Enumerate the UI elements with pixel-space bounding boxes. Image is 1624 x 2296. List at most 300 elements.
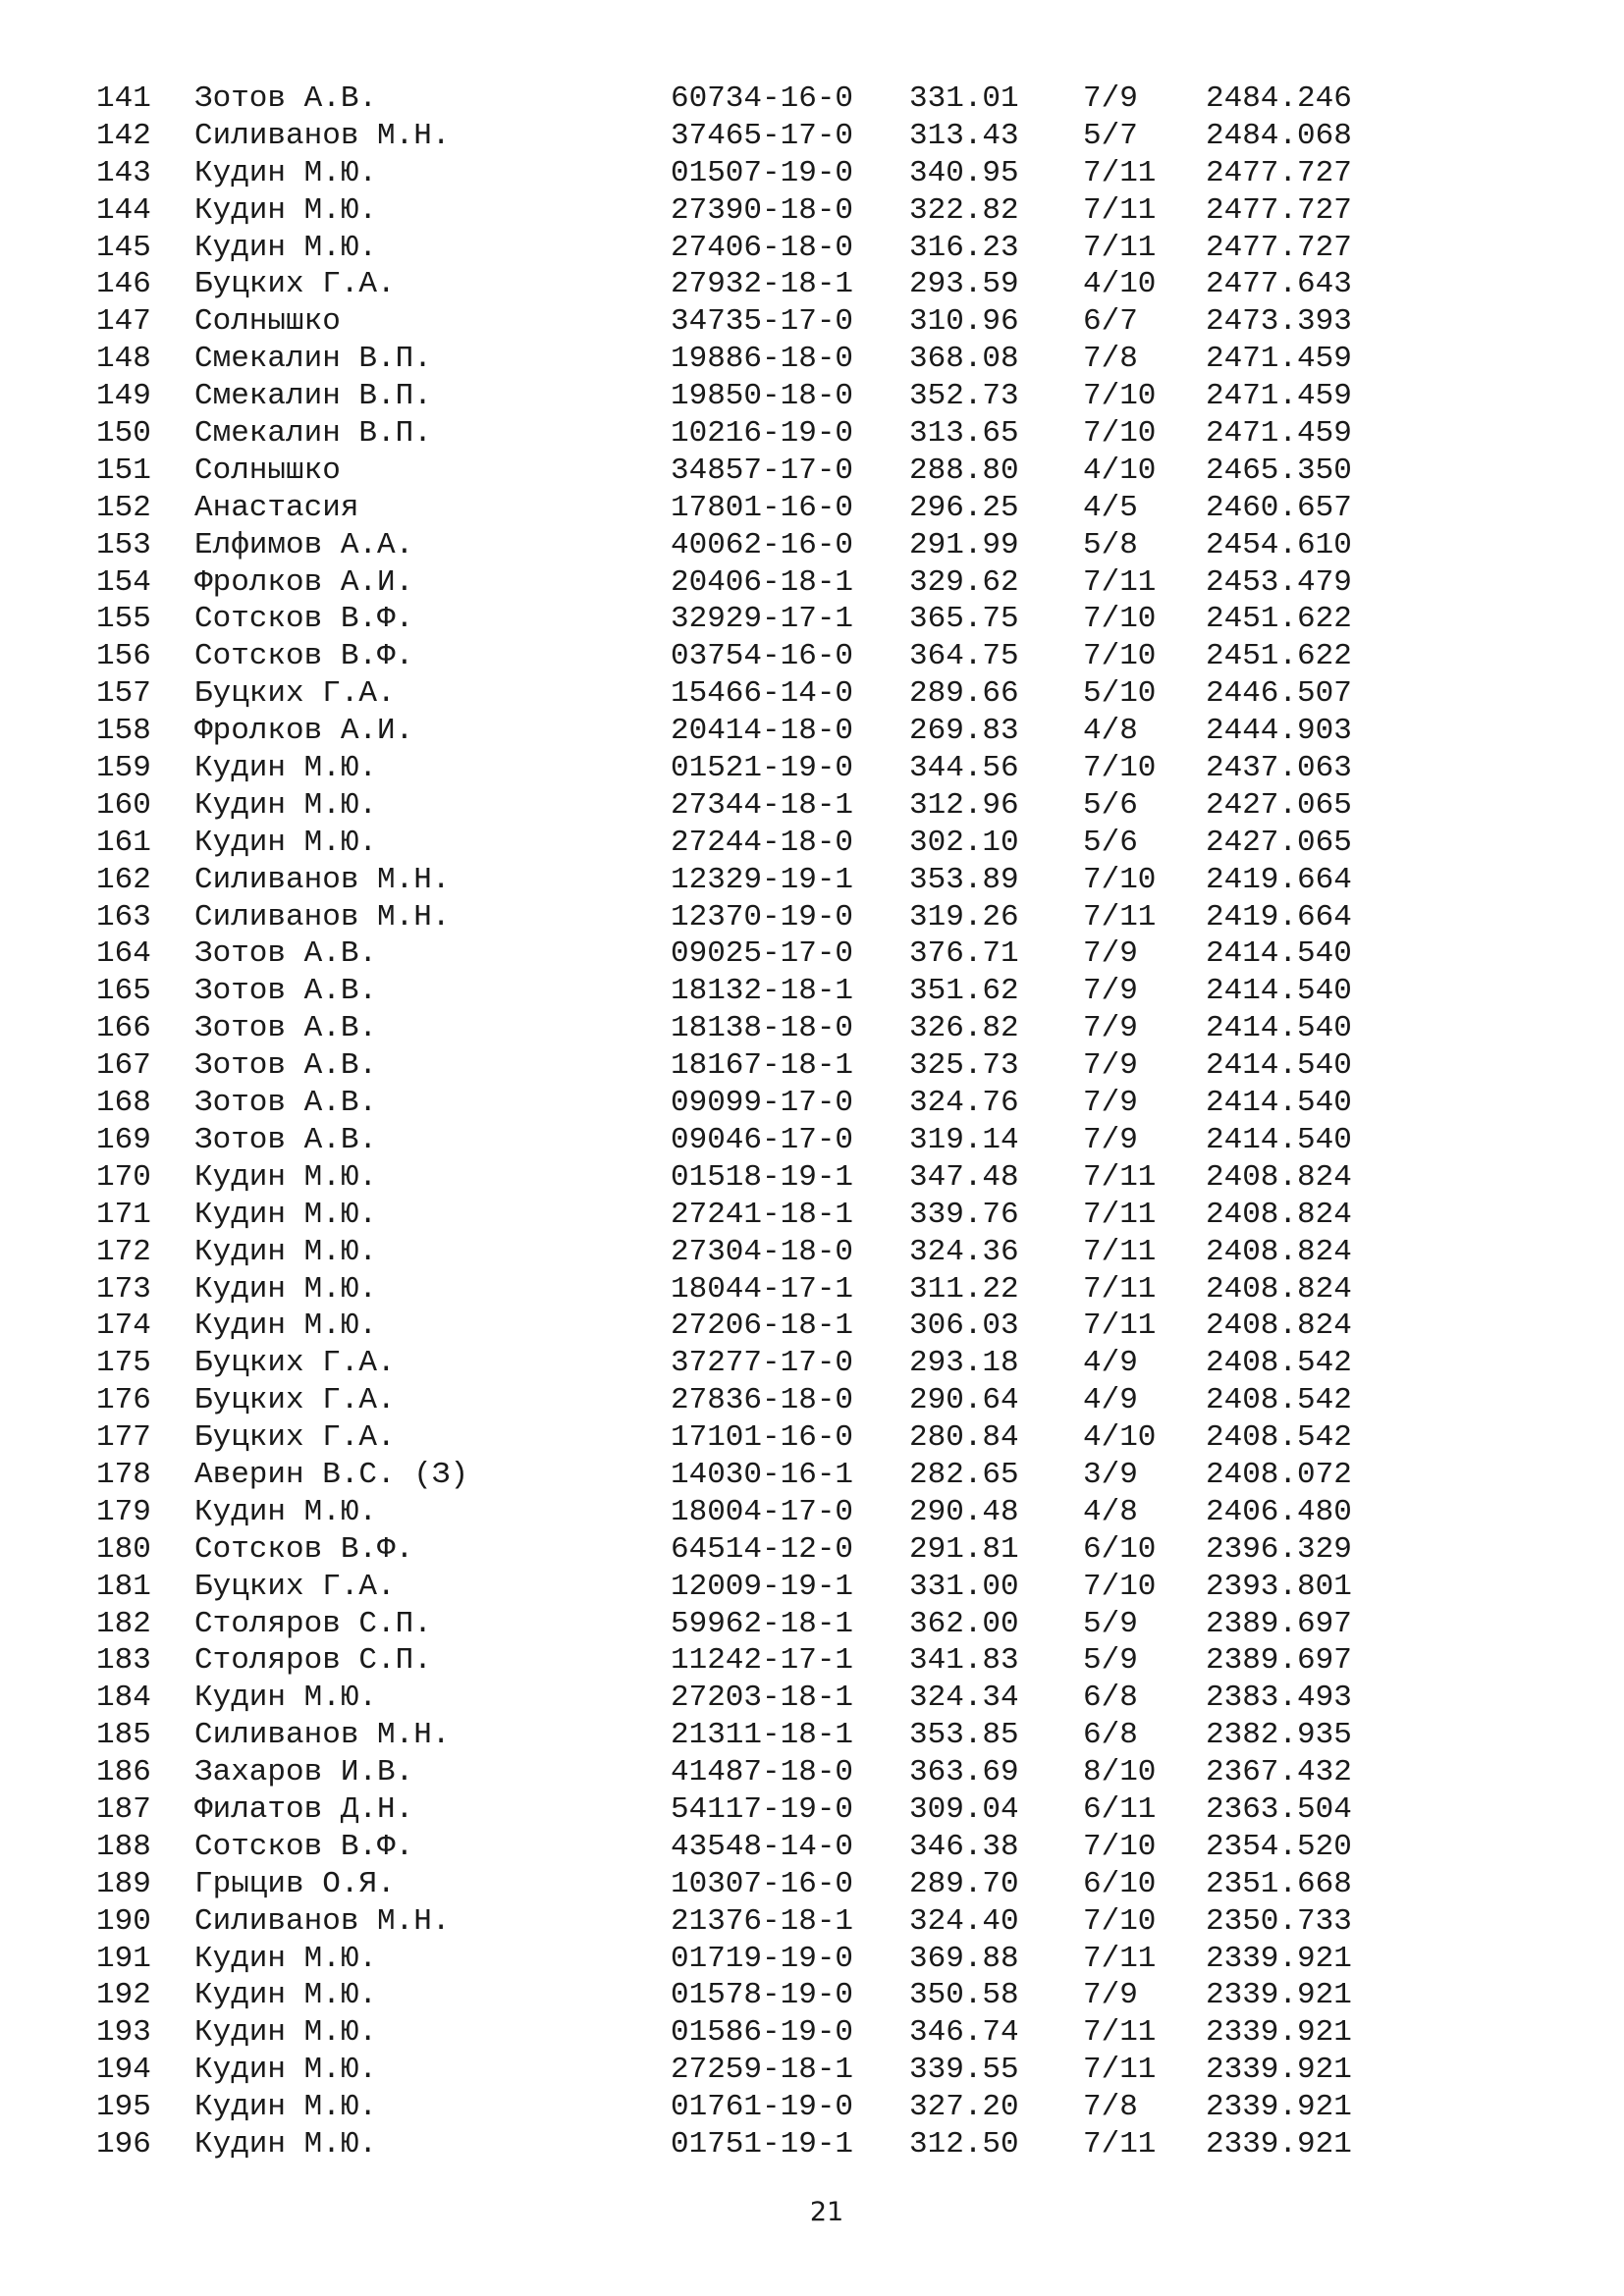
ring-id-cell: 01507-19-0 <box>671 155 854 190</box>
ring-id-cell: 27259-18-1 <box>671 2053 854 2088</box>
value-cell: 291.99 <box>909 527 1019 562</box>
ring-id-cell: 18138-18-0 <box>671 1011 854 1046</box>
score-cell: 2446.507 <box>1206 676 1352 712</box>
owner-name-cell: Сотсков В.Ф. <box>194 1829 414 1864</box>
table-row <box>0 638 1624 675</box>
ring-id-cell: 59962-18-1 <box>671 1606 854 1641</box>
ratio-cell: 7/11 <box>1083 155 1157 190</box>
value-cell: 325.73 <box>909 1048 1019 1084</box>
owner-name-cell: Кудин М.Ю. <box>194 1978 378 2013</box>
row-number-cell: 185 <box>96 1718 151 1753</box>
table-row <box>0 1941 1624 1978</box>
table-row <box>0 1754 1624 1791</box>
value-cell: 324.36 <box>909 1234 1019 1269</box>
owner-name-cell: Кудин М.Ю. <box>194 1197 378 1232</box>
row-number-cell: 177 <box>96 1420 151 1456</box>
ring-id-cell: 17801-16-0 <box>671 490 854 525</box>
value-cell: 290.64 <box>909 1383 1019 1418</box>
value-cell: 311.22 <box>909 1271 1019 1307</box>
score-cell: 2339.921 <box>1206 1941 1352 1976</box>
score-cell: 2484.246 <box>1206 81 1352 116</box>
value-cell: 296.25 <box>909 490 1019 525</box>
ring-id-cell: 27304-18-0 <box>671 1234 854 1269</box>
ratio-cell: 5/9 <box>1083 1643 1138 1679</box>
score-cell: 2351.668 <box>1206 1866 1352 1901</box>
value-cell: 293.59 <box>909 267 1019 302</box>
value-cell: 313.65 <box>909 416 1019 452</box>
value-cell: 362.00 <box>909 1606 1019 1641</box>
ring-id-cell: 54117-19-0 <box>671 1791 854 1827</box>
value-cell: 291.81 <box>909 1531 1019 1567</box>
score-cell: 2408.824 <box>1206 1197 1352 1232</box>
row-number-cell: 189 <box>96 1866 151 1901</box>
table-row <box>0 1457 1624 1494</box>
ratio-cell: 7/11 <box>1083 1941 1157 1976</box>
row-number-cell: 176 <box>96 1383 151 1418</box>
score-cell: 2471.459 <box>1206 379 1352 414</box>
ratio-cell: 5/10 <box>1083 676 1157 712</box>
value-cell: 331.01 <box>909 81 1019 116</box>
row-number-cell: 162 <box>96 862 151 897</box>
owner-name-cell: Зотов А.В. <box>194 974 378 1009</box>
ring-id-cell: 32929-17-1 <box>671 602 854 637</box>
row-number-cell: 191 <box>96 1941 151 1976</box>
table-row <box>0 1085 1624 1122</box>
value-cell: 316.23 <box>909 230 1019 265</box>
table-row <box>0 1494 1624 1531</box>
owner-name-cell: Кудин М.Ю. <box>194 787 378 823</box>
score-cell: 2414.540 <box>1206 936 1352 972</box>
ring-id-cell: 41487-18-0 <box>671 1755 854 1790</box>
owner-name-cell: Силиванов М.Н. <box>194 1903 451 1939</box>
value-cell: 312.50 <box>909 2126 1019 2162</box>
ratio-cell: 7/11 <box>1083 2126 1157 2162</box>
ratio-cell: 3/9 <box>1083 1457 1138 1492</box>
row-number-cell: 156 <box>96 639 151 674</box>
row-number-cell: 186 <box>96 1755 151 1790</box>
value-cell: 326.82 <box>909 1011 1019 1046</box>
score-cell: 2444.903 <box>1206 714 1352 749</box>
row-number-cell: 182 <box>96 1606 151 1641</box>
row-number-cell: 184 <box>96 1681 151 1716</box>
row-number-cell: 172 <box>96 1234 151 1269</box>
owner-name-cell: Кудин М.Ю. <box>194 2090 378 2125</box>
value-cell: 364.75 <box>909 639 1019 674</box>
score-cell: 2473.393 <box>1206 304 1352 340</box>
ratio-cell: 7/9 <box>1083 974 1138 1009</box>
row-number-cell: 188 <box>96 1829 151 1864</box>
row-number-cell: 165 <box>96 974 151 1009</box>
row-number-cell: 169 <box>96 1122 151 1157</box>
ratio-cell: 7/10 <box>1083 416 1157 452</box>
table-row <box>0 1903 1624 1941</box>
value-cell: 352.73 <box>909 379 1019 414</box>
score-cell: 2414.540 <box>1206 974 1352 1009</box>
table-row <box>0 303 1624 341</box>
ratio-cell: 4/10 <box>1083 1420 1157 1456</box>
ring-id-cell: 20406-18-1 <box>671 564 854 600</box>
row-number-cell: 167 <box>96 1048 151 1084</box>
owner-name-cell: Зотов А.В. <box>194 81 378 116</box>
value-cell: 322.82 <box>909 192 1019 228</box>
score-cell: 2408.542 <box>1206 1420 1352 1456</box>
ring-id-cell: 01719-19-0 <box>671 1941 854 1976</box>
ring-id-cell: 10307-16-0 <box>671 1866 854 1901</box>
ratio-cell: 4/9 <box>1083 1383 1138 1418</box>
table-row <box>0 787 1624 825</box>
ratio-cell: 4/8 <box>1083 714 1138 749</box>
ratio-cell: 7/9 <box>1083 936 1138 972</box>
ring-id-cell: 12370-19-0 <box>671 899 854 934</box>
value-cell: 341.83 <box>909 1643 1019 1679</box>
table-row <box>0 266 1624 303</box>
value-cell: 309.04 <box>909 1791 1019 1827</box>
score-cell: 2419.664 <box>1206 862 1352 897</box>
row-number-cell: 196 <box>96 2126 151 2162</box>
table-row <box>0 750 1624 787</box>
row-number-cell: 190 <box>96 1903 151 1939</box>
ratio-cell: 7/11 <box>1083 2053 1157 2088</box>
owner-name-cell: Кудин М.Ю. <box>194 2015 378 2051</box>
value-cell: 351.62 <box>909 974 1019 1009</box>
ratio-cell: 7/10 <box>1083 379 1157 414</box>
table-row <box>0 1308 1624 1345</box>
row-number-cell: 170 <box>96 1159 151 1195</box>
value-cell: 302.10 <box>909 825 1019 860</box>
ratio-cell: 7/10 <box>1083 1903 1157 1939</box>
score-cell: 2451.622 <box>1206 639 1352 674</box>
value-cell: 293.18 <box>909 1346 1019 1381</box>
table-row <box>0 1977 1624 2014</box>
ring-id-cell: 09099-17-0 <box>671 1086 854 1121</box>
owner-name-cell: Кудин М.Ю. <box>194 1941 378 1976</box>
score-cell: 2339.921 <box>1206 2090 1352 2125</box>
owner-name-cell: Буцких Г.А. <box>194 1420 396 1456</box>
value-cell: 324.40 <box>909 1903 1019 1939</box>
ratio-cell: 7/11 <box>1083 192 1157 228</box>
ratio-cell: 4/10 <box>1083 267 1157 302</box>
ring-id-cell: 15466-14-0 <box>671 676 854 712</box>
table-row <box>0 527 1624 564</box>
row-number-cell: 171 <box>96 1197 151 1232</box>
table-row <box>0 862 1624 899</box>
score-cell: 2408.824 <box>1206 1308 1352 1344</box>
score-cell: 2427.065 <box>1206 787 1352 823</box>
owner-name-cell: Кудин М.Ю. <box>194 2126 378 2162</box>
owner-name-cell: Зотов А.В. <box>194 1122 378 1157</box>
table-row <box>0 564 1624 602</box>
ratio-cell: 7/9 <box>1083 81 1138 116</box>
table-row <box>0 1382 1624 1419</box>
score-cell: 2408.542 <box>1206 1346 1352 1381</box>
row-number-cell: 157 <box>96 676 151 712</box>
table-row <box>0 118 1624 155</box>
owner-name-cell: Кудин М.Ю. <box>194 155 378 190</box>
score-cell: 2477.643 <box>1206 267 1352 302</box>
owner-name-cell: Кудин М.Ю. <box>194 751 378 786</box>
ring-id-cell: 27244-18-0 <box>671 825 854 860</box>
ratio-cell: 5/9 <box>1083 1606 1138 1641</box>
score-cell: 2396.329 <box>1206 1531 1352 1567</box>
value-cell: 319.26 <box>909 899 1019 934</box>
score-cell: 2408.824 <box>1206 1159 1352 1195</box>
score-cell: 2393.801 <box>1206 1569 1352 1604</box>
table-row <box>0 192 1624 230</box>
owner-name-cell: Зотов А.В. <box>194 1086 378 1121</box>
row-number-cell: 151 <box>96 453 151 488</box>
row-number-cell: 159 <box>96 751 151 786</box>
value-cell: 353.85 <box>909 1718 1019 1753</box>
owner-name-cell: Кудин М.Ю. <box>194 1271 378 1307</box>
score-cell: 2471.459 <box>1206 342 1352 377</box>
value-cell: 353.89 <box>909 862 1019 897</box>
ring-id-cell: 37277-17-0 <box>671 1346 854 1381</box>
row-number-cell: 195 <box>96 2090 151 2125</box>
score-cell: 2477.727 <box>1206 155 1352 190</box>
value-cell: 365.75 <box>909 602 1019 637</box>
row-number-cell: 153 <box>96 527 151 562</box>
score-cell: 2339.921 <box>1206 2126 1352 2162</box>
owner-name-cell: Солнышко <box>194 304 341 340</box>
value-cell: 290.48 <box>909 1494 1019 1529</box>
row-number-cell: 174 <box>96 1308 151 1344</box>
table-row <box>0 490 1624 527</box>
owner-name-cell: Кудин М.Ю. <box>194 1159 378 1195</box>
table-row <box>0 1791 1624 1829</box>
owner-name-cell: Кудин М.Ю. <box>194 1681 378 1716</box>
ratio-cell: 7/10 <box>1083 1829 1157 1864</box>
table-row <box>0 453 1624 490</box>
owner-name-cell: Кудин М.Ю. <box>194 2053 378 2088</box>
ratio-cell: 6/10 <box>1083 1866 1157 1901</box>
owner-name-cell: Буцких Г.А. <box>194 1346 396 1381</box>
owner-name-cell: Зотов А.В. <box>194 936 378 972</box>
table-row <box>0 1159 1624 1197</box>
row-number-cell: 160 <box>96 787 151 823</box>
table-row <box>0 713 1624 750</box>
value-cell: 346.74 <box>909 2015 1019 2051</box>
owner-name-cell: Аверин В.С. (З) <box>194 1457 469 1492</box>
owner-name-cell: Смекалин В.П. <box>194 379 432 414</box>
row-number-cell: 193 <box>96 2015 151 2051</box>
owner-name-cell: Кудин М.Ю. <box>194 1234 378 1269</box>
score-cell: 2454.610 <box>1206 527 1352 562</box>
value-cell: 312.96 <box>909 787 1019 823</box>
row-number-cell: 178 <box>96 1457 151 1492</box>
table-row <box>0 415 1624 453</box>
value-cell: 368.08 <box>909 342 1019 377</box>
ratio-cell: 4/9 <box>1083 1346 1138 1381</box>
ring-id-cell: 19850-18-0 <box>671 379 854 414</box>
owner-name-cell: Елфимов А.А. <box>194 527 414 562</box>
row-number-cell: 180 <box>96 1531 151 1567</box>
ratio-cell: 7/8 <box>1083 342 1138 377</box>
owner-name-cell: Смекалин В.П. <box>194 342 432 377</box>
table-row <box>0 1271 1624 1308</box>
owner-name-cell: Зотов А.В. <box>194 1048 378 1084</box>
owner-name-cell: Зотов А.В. <box>194 1011 378 1046</box>
score-cell: 2389.697 <box>1206 1643 1352 1679</box>
ratio-cell: 6/8 <box>1083 1681 1138 1716</box>
ring-id-cell: 27344-18-1 <box>671 787 854 823</box>
ring-id-cell: 40062-16-0 <box>671 527 854 562</box>
value-cell: 269.83 <box>909 714 1019 749</box>
ratio-cell: 4/5 <box>1083 490 1138 525</box>
value-cell: 376.71 <box>909 936 1019 972</box>
value-cell: 344.56 <box>909 751 1019 786</box>
owner-name-cell: Кудин М.Ю. <box>194 1494 378 1529</box>
row-number-cell: 164 <box>96 936 151 972</box>
row-number-cell: 147 <box>96 304 151 340</box>
ratio-cell: 7/11 <box>1083 564 1157 600</box>
ratio-cell: 7/11 <box>1083 2015 1157 2051</box>
row-number-cell: 155 <box>96 602 151 637</box>
row-number-cell: 158 <box>96 714 151 749</box>
ratio-cell: 6/7 <box>1083 304 1138 340</box>
owner-name-cell: Силиванов М.Н. <box>194 862 451 897</box>
value-cell: 347.48 <box>909 1159 1019 1195</box>
ratio-cell: 7/10 <box>1083 602 1157 637</box>
table-row <box>0 2089 1624 2126</box>
ring-id-cell: 43548-14-0 <box>671 1829 854 1864</box>
owner-name-cell: Захаров И.В. <box>194 1755 414 1790</box>
owner-name-cell: Смекалин В.П. <box>194 416 432 452</box>
ratio-cell: 7/9 <box>1083 1122 1138 1157</box>
owner-name-cell: Силиванов М.Н. <box>194 118 451 153</box>
table-row <box>0 899 1624 936</box>
score-cell: 2414.540 <box>1206 1122 1352 1157</box>
ratio-cell: 7/10 <box>1083 1569 1157 1604</box>
owner-name-cell: Столяров С.П. <box>194 1643 432 1679</box>
ring-id-cell: 34735-17-0 <box>671 304 854 340</box>
ring-id-cell: 27406-18-0 <box>671 230 854 265</box>
ratio-cell: 7/10 <box>1083 639 1157 674</box>
row-number-cell: 183 <box>96 1643 151 1679</box>
score-cell: 2419.664 <box>1206 899 1352 934</box>
owner-name-cell: Грыцив О.Я. <box>194 1866 396 1901</box>
ratio-cell: 7/10 <box>1083 862 1157 897</box>
score-cell: 2427.065 <box>1206 825 1352 860</box>
table-row <box>0 1717 1624 1754</box>
ratio-cell: 7/11 <box>1083 1197 1157 1232</box>
score-cell: 2339.921 <box>1206 1978 1352 2013</box>
score-cell: 2367.432 <box>1206 1755 1352 1790</box>
score-cell: 2406.480 <box>1206 1494 1352 1529</box>
ring-id-cell: 11242-17-1 <box>671 1643 854 1679</box>
score-cell: 2414.540 <box>1206 1011 1352 1046</box>
ring-id-cell: 20414-18-0 <box>671 714 854 749</box>
ring-id-cell: 01761-19-0 <box>671 2090 854 2125</box>
value-cell: 329.62 <box>909 564 1019 600</box>
ratio-cell: 7/10 <box>1083 751 1157 786</box>
ring-id-cell: 27836-18-0 <box>671 1383 854 1418</box>
ring-id-cell: 03754-16-0 <box>671 639 854 674</box>
row-number-cell: 143 <box>96 155 151 190</box>
owner-name-cell: Кудин М.Ю. <box>194 825 378 860</box>
ring-id-cell: 60734-16-0 <box>671 81 854 116</box>
ratio-cell: 5/6 <box>1083 825 1138 860</box>
score-cell: 2471.459 <box>1206 416 1352 452</box>
row-number-cell: 154 <box>96 564 151 600</box>
row-number-cell: 175 <box>96 1346 151 1381</box>
table-row <box>0 230 1624 267</box>
table-row <box>0 825 1624 862</box>
ring-id-cell: 09046-17-0 <box>671 1122 854 1157</box>
value-cell: 313.43 <box>909 118 1019 153</box>
ring-id-cell: 19886-18-0 <box>671 342 854 377</box>
value-cell: 331.00 <box>909 1569 1019 1604</box>
value-cell: 288.80 <box>909 453 1019 488</box>
score-cell: 2354.520 <box>1206 1829 1352 1864</box>
table-row <box>0 155 1624 192</box>
table-row <box>0 1047 1624 1085</box>
score-cell: 2451.622 <box>1206 602 1352 637</box>
value-cell: 282.65 <box>909 1457 1019 1492</box>
value-cell: 339.76 <box>909 1197 1019 1232</box>
ratio-cell: 5/8 <box>1083 527 1138 562</box>
owner-name-cell: Сотсков В.Ф. <box>194 639 414 674</box>
table-row <box>0 1419 1624 1457</box>
ring-id-cell: 27932-18-1 <box>671 267 854 302</box>
table-row <box>0 675 1624 713</box>
owner-name-cell: Буцких Г.А. <box>194 1569 396 1604</box>
value-cell: 346.38 <box>909 1829 1019 1864</box>
row-number-cell: 187 <box>96 1791 151 1827</box>
ratio-cell: 7/11 <box>1083 1159 1157 1195</box>
score-cell: 2414.540 <box>1206 1048 1352 1084</box>
owner-name-cell: Столяров С.П. <box>194 1606 432 1641</box>
ring-id-cell: 18167-18-1 <box>671 1048 854 1084</box>
ring-id-cell: 01521-19-0 <box>671 751 854 786</box>
owner-name-cell: Солнышко <box>194 453 341 488</box>
owner-name-cell: Филатов Д.Н. <box>194 1791 414 1827</box>
ratio-cell: 5/6 <box>1083 787 1138 823</box>
value-cell: 289.66 <box>909 676 1019 712</box>
ring-id-cell: 18132-18-1 <box>671 974 854 1009</box>
row-number-cell: 192 <box>96 1978 151 2013</box>
score-cell: 2339.921 <box>1206 2053 1352 2088</box>
ratio-cell: 7/9 <box>1083 1086 1138 1121</box>
ratio-cell: 8/10 <box>1083 1755 1157 1790</box>
table-row <box>0 341 1624 378</box>
row-number-cell: 152 <box>96 490 151 525</box>
ratio-cell: 7/9 <box>1083 1978 1138 2013</box>
row-number-cell: 149 <box>96 379 151 414</box>
score-cell: 2414.540 <box>1206 1086 1352 1121</box>
table-row <box>0 2126 1624 2163</box>
ring-id-cell: 01751-19-1 <box>671 2126 854 2162</box>
value-cell: 306.03 <box>909 1308 1019 1344</box>
value-cell: 319.14 <box>909 1122 1019 1157</box>
owner-name-cell: Фролков А.И. <box>194 564 414 600</box>
owner-name-cell: Сотсков В.Ф. <box>194 1531 414 1567</box>
table-row <box>0 1197 1624 1234</box>
ring-id-cell: 21311-18-1 <box>671 1718 854 1753</box>
score-cell: 2484.068 <box>1206 118 1352 153</box>
score-cell: 2339.921 <box>1206 2015 1352 2051</box>
ratio-cell: 7/11 <box>1083 1271 1157 1307</box>
table-row <box>0 1680 1624 1717</box>
table-row <box>0 973 1624 1010</box>
table-row <box>0 935 1624 973</box>
table-row <box>0 1606 1624 1643</box>
row-number-cell: 148 <box>96 342 151 377</box>
ring-id-cell: 27390-18-0 <box>671 192 854 228</box>
ring-id-cell: 18044-17-1 <box>671 1271 854 1307</box>
score-cell: 2408.072 <box>1206 1457 1352 1492</box>
owner-name-cell: Силиванов М.Н. <box>194 899 451 934</box>
ratio-cell: 7/9 <box>1083 1011 1138 1046</box>
